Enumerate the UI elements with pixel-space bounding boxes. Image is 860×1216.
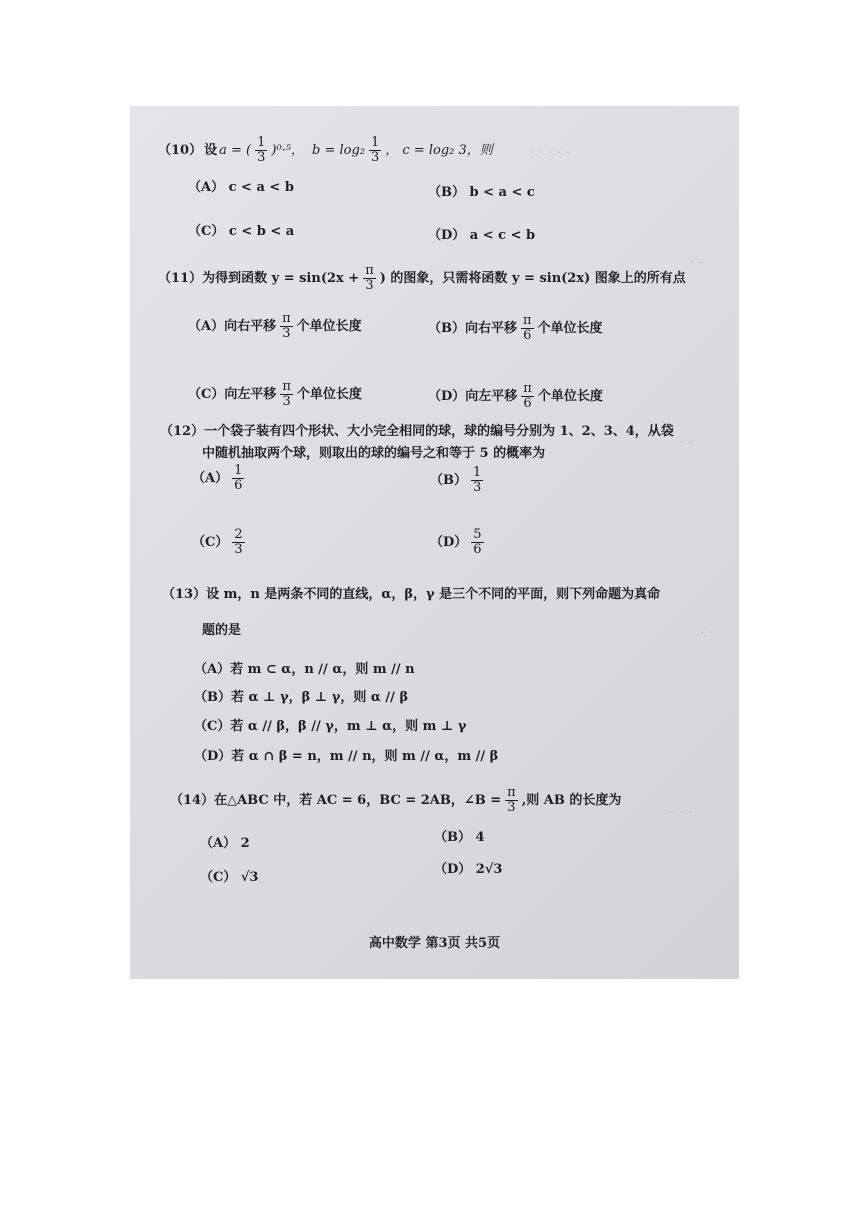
q11-option-c [188, 380, 362, 409]
q11-option-b-unit: 个单位长度 [537, 320, 603, 336]
bleed-through-mark: · · · [670, 806, 693, 819]
q14-option-d: （D） 2√3 [434, 862, 503, 877]
q11-stem-a: （11）为得到函数 y = sin(2x + [158, 270, 360, 286]
q12-option-b-fraction: $\frac{1}{3}$ [473, 465, 482, 495]
q12-option-a-label: （A） [192, 470, 229, 486]
q12-option-c [192, 528, 247, 557]
q12-option-a-fraction: $\frac{1}{6}$ [234, 463, 243, 493]
q11-option-a-fraction: $\frac{\pi}{3}$ [282, 311, 291, 341]
page-footer: 高中数学 第3页 共5页 [368, 936, 501, 951]
q14-stem [170, 786, 621, 815]
q11-option-c-unit: 个单位长度 [296, 386, 362, 402]
q10-a-fraction: $\frac{1}{3}$ [257, 135, 266, 165]
q10-b-fraction: $\frac{1}{3}$ [371, 135, 380, 165]
q13-stem-line1: （13）设 m，n 是两条不同的直线，α，β，γ 是三个不同的平面，则下列命题为真命 [162, 587, 661, 602]
q10-stem [158, 136, 493, 165]
q11-option-d [428, 382, 603, 411]
q11-option-b-fraction: $\frac{\pi}{6}$ [523, 313, 532, 343]
q12-option-b [430, 466, 485, 495]
q11-stem-b: ) 的图象，只需将函数 y = sin(2x) 图象上的所有点 [379, 270, 686, 286]
q12-stem-line1: （12）一个袋子装有四个形状、大小完全相同的球，球的编号分别为 1、2、3、4，从袋 [160, 424, 674, 439]
bleed-through-mark: · · [700, 626, 714, 639]
q11-stem [158, 264, 686, 293]
q10-a-expr: a = ( [219, 142, 252, 158]
q14-option-a: （A） 2 [200, 836, 250, 851]
q12-option-d-fraction: $\frac{5}{6}$ [473, 527, 482, 557]
q10-a-exponent: )⁰·⁵， [271, 142, 305, 158]
q11-option-c-text: （C）向左平移 [188, 386, 277, 402]
q12-option-c-fraction: $\frac{2}{3}$ [234, 527, 243, 557]
q10-number: （10） [158, 142, 203, 158]
q11-stem-fraction: $\frac{\pi}{3}$ [365, 263, 374, 293]
q14-stem-b: ,则 AB 的长度为 [521, 792, 622, 808]
q10-b-expr: b = log₂ [312, 142, 366, 158]
q14-option-c: （C） √3 [200, 870, 259, 885]
q10-option-b: （B） b < a < c [428, 185, 535, 200]
bleed-through-mark: · · · · · [530, 146, 571, 159]
scanned-page-photo [130, 106, 739, 979]
q11-option-a-unit: 个单位长度 [296, 318, 362, 334]
q13-stem-line2: 题的是 [202, 623, 242, 638]
q11-option-d-fraction: $\frac{\pi}{6}$ [523, 381, 532, 411]
q11-option-a-text: （A）向右平移 [188, 318, 277, 334]
q10-c-expr: ， c = log₂ 3，则 [385, 142, 493, 158]
q12-option-c-label: （C） [192, 534, 229, 550]
bleed-through-mark: · · · [680, 436, 703, 449]
q10-option-a: （A） c < a < b [188, 180, 294, 195]
q12-stem-line2: 中随机抽取两个球，则取出的球的编号之和等于 5 的概率为 [202, 446, 546, 461]
q11-option-a [188, 312, 362, 341]
q13-option-a: （A）若 m ⊂ α，n // α，则 m // n [194, 662, 415, 677]
q13-option-d: （D）若 α ∩ β = n，m // n，则 m // α，m // β [194, 749, 499, 764]
q12-option-d-label: （D） [430, 534, 468, 550]
q13-option-c: （C）若 α // β，β // γ，m ⊥ α，则 m ⊥ γ [194, 719, 467, 734]
bleed-through-mark: · · [690, 256, 704, 269]
q10-option-d: （D） a < c < b [428, 228, 536, 243]
q11-option-b [428, 314, 603, 343]
q11-option-d-unit: 个单位长度 [537, 388, 603, 404]
q10-stem-prefix: 设 [204, 142, 218, 158]
q10-option-c: （C） c < b < a [188, 224, 295, 239]
q14-stem-fraction: $\frac{\pi}{3}$ [507, 785, 516, 815]
q12-option-a [192, 464, 246, 493]
q14-option-b: （B） 4 [434, 830, 485, 845]
q11-option-c-fraction: $\frac{\pi}{3}$ [282, 379, 291, 409]
q12-option-d [430, 528, 486, 557]
q11-option-d-text: （D）向左平移 [428, 388, 518, 404]
q11-option-b-text: （B）向右平移 [428, 320, 517, 336]
q13-option-b: （B）若 α ⊥ γ，β ⊥ γ，则 α // β [194, 690, 409, 705]
q14-stem-a: （14）在△ABC 中，若 AC = 6，BC = 2AB，∠B = [170, 792, 502, 808]
q12-option-b-label: （B） [430, 472, 467, 488]
